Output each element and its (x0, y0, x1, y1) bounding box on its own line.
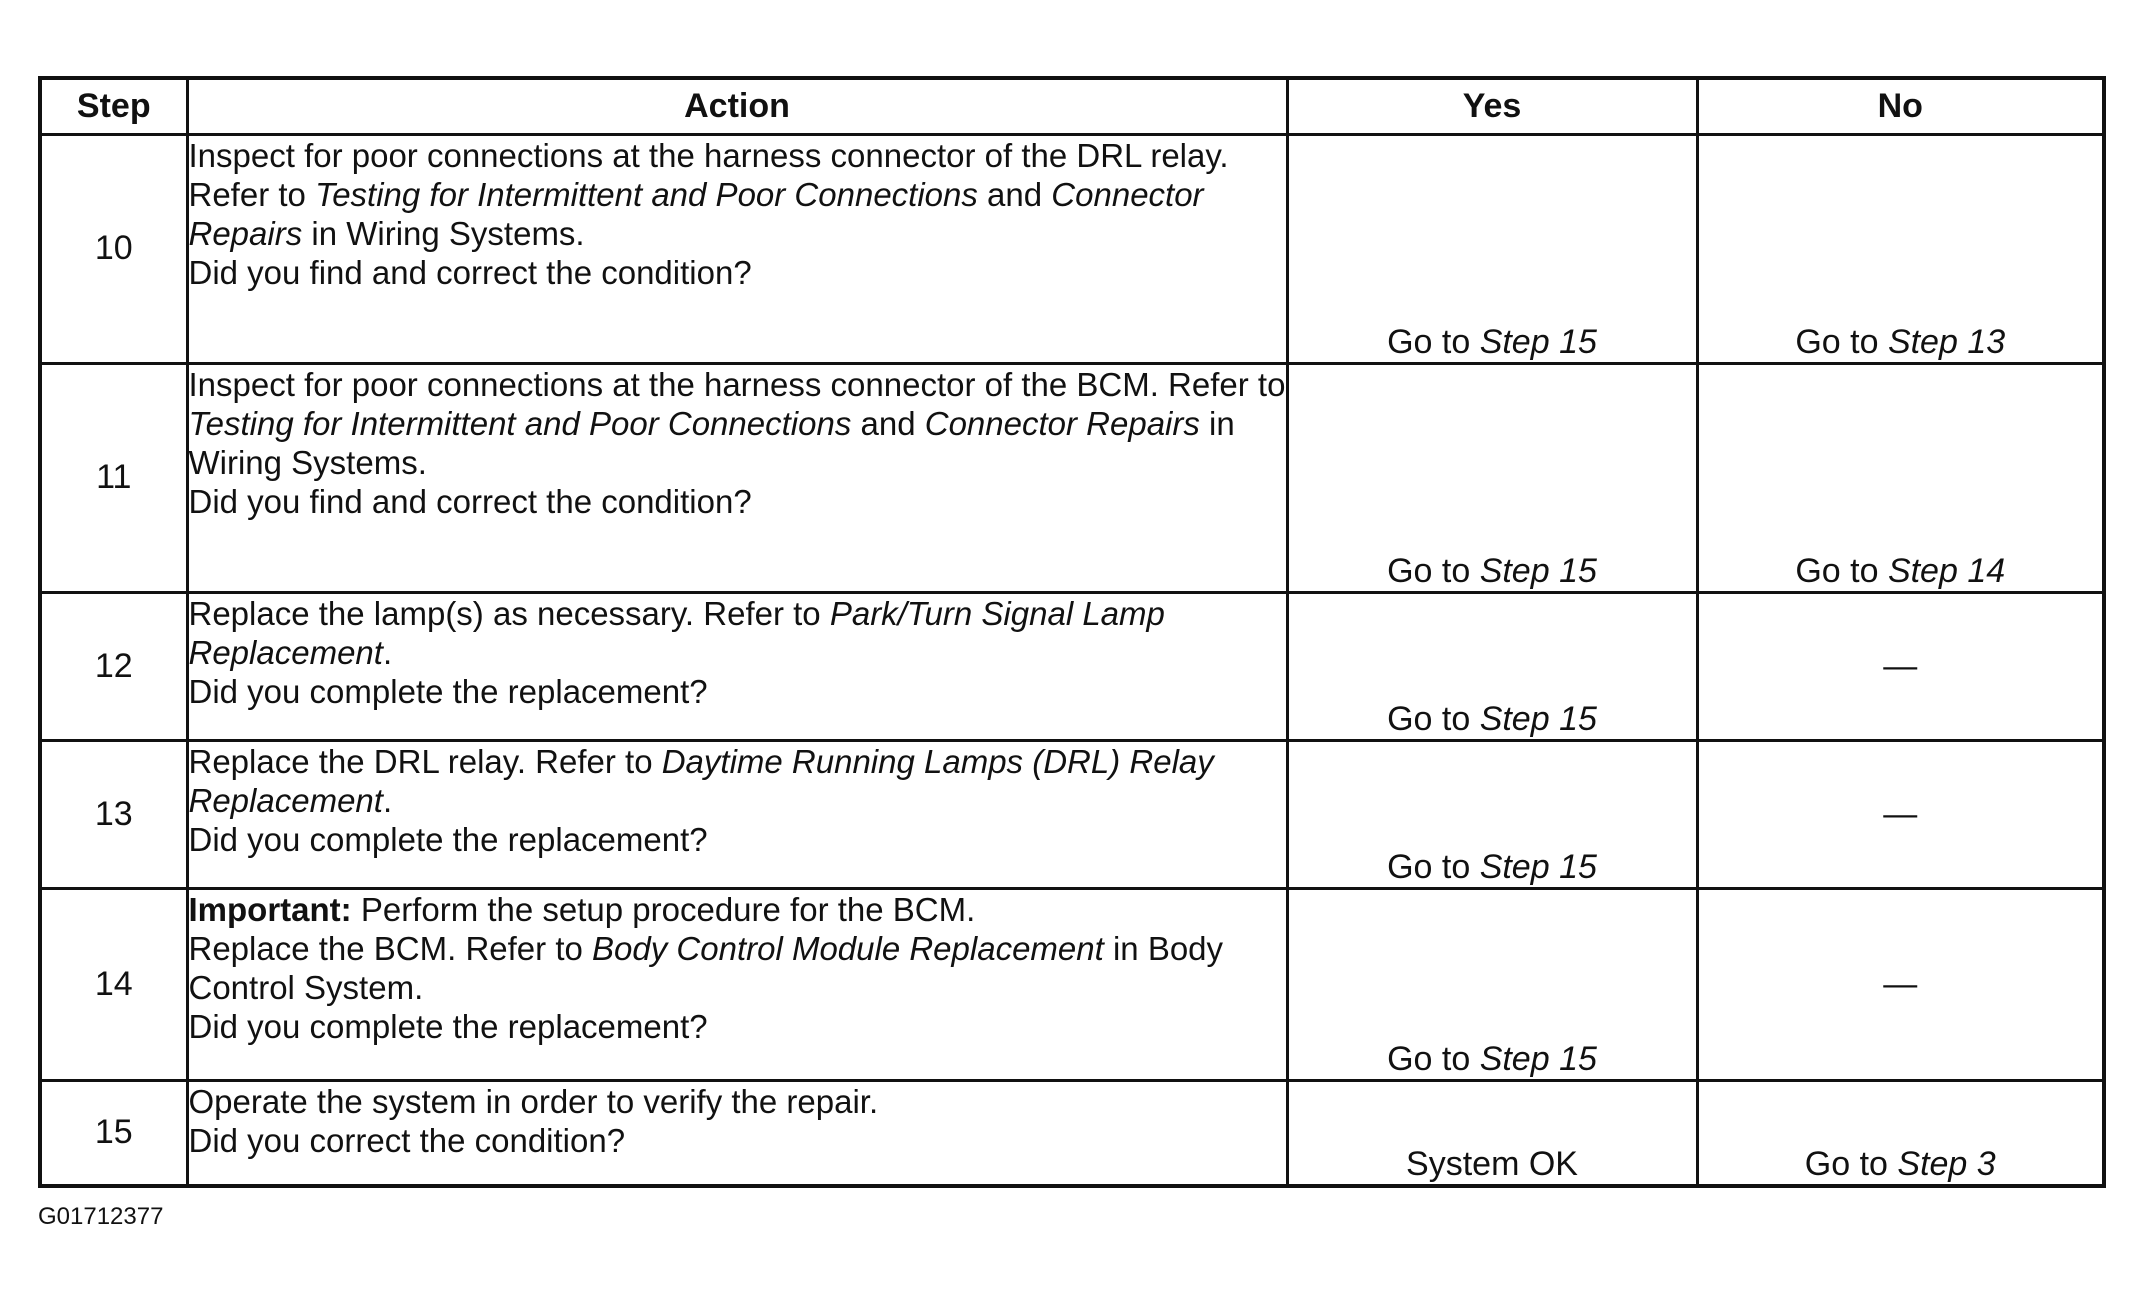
action-cell (187, 1080, 1287, 1186)
yes-cell (1287, 888, 1697, 1080)
table-row (40, 740, 2104, 888)
action-tail: in Body Control System. (188, 929, 1224, 1006)
yes-prefix: Go to (1387, 551, 1480, 590)
reference-link: Connector Repairs (924, 404, 1200, 442)
reference-link: Testing for Intermittent and Poor Connections (315, 175, 978, 213)
action-conjunction: and (851, 404, 925, 442)
yes-cell (1287, 592, 1697, 740)
step-number: 14 (40, 888, 187, 1080)
action-tail: in Wiring Systems. (302, 214, 585, 252)
no-cell (1697, 134, 2104, 363)
no-prefix: Go to (1804, 1145, 1898, 1183)
action-question: Did you find and correct the condition? (188, 253, 752, 291)
reference-link: Daytime Running Lamps (DRL) Relay Replacement (188, 742, 1214, 819)
action-conjunction: and (977, 175, 1052, 213)
header-step: Step (40, 78, 187, 134)
diagnostic-table (38, 76, 2106, 1188)
no-cell: — (1697, 888, 2104, 1080)
step-number: 12 (40, 592, 187, 740)
no-step-ref: Step 3 (1897, 1145, 1996, 1183)
action-cell (187, 592, 1287, 740)
action-text: Operate the system in order to verify the repair. (188, 1082, 879, 1120)
reference-link: Testing for Intermittent and Poor Connections (188, 404, 852, 442)
no-prefix: Go to (1795, 322, 1888, 361)
header-no: No (1697, 78, 2104, 134)
action-intro: Replace the lamp(s) as necessary. Refer to (188, 594, 830, 632)
yes-step-ref: Step 15 (1479, 699, 1597, 738)
yes-cell (1287, 363, 1697, 592)
header-row (40, 78, 2104, 134)
action-cell (187, 740, 1287, 888)
action-intro: Replace the DRL relay. Refer to (188, 742, 662, 780)
reference-link: Connector Repairs (188, 175, 1204, 252)
yes-step-ref: Step 15 (1479, 322, 1597, 361)
important-label: Important: (188, 890, 352, 928)
action-question: Did you complete the replacement? (188, 1007, 708, 1045)
reference-link: Body Control Module Replacement (592, 929, 1104, 967)
yes-step-ref: Step 15 (1479, 551, 1597, 590)
step-number: 15 (40, 1080, 187, 1186)
action-question: Did you find and correct the condition? (188, 482, 752, 520)
yes-step-ref: Step 15 (1479, 847, 1597, 886)
no-step-ref: Step 13 (1887, 322, 2006, 361)
important-note (189, 890, 1286, 929)
yes-step-ref: Step 15 (1479, 1039, 1597, 1078)
header-yes: Yes (1287, 78, 1697, 134)
reference-link: Park/Turn Signal Lamp Replacement (188, 594, 1165, 671)
action-cell (187, 134, 1287, 363)
step-number: 10 (40, 134, 187, 363)
action-question: Did you complete the replacement? (188, 820, 708, 858)
no-cell (1697, 363, 2104, 592)
action-question: Did you complete the replacement? (188, 672, 708, 710)
yes-prefix: Go to (1387, 1039, 1480, 1078)
no-cell: — (1697, 740, 2104, 888)
action-text (189, 365, 1286, 482)
table-row (40, 134, 2104, 363)
figure-id: G01712377 (38, 1203, 164, 1230)
table-row (40, 1080, 2104, 1186)
important-text: Perform the setup procedure for the BCM. (351, 890, 976, 928)
table-row (40, 592, 2104, 740)
no-prefix: Go to (1795, 551, 1888, 590)
no-step-ref: Step 14 (1887, 551, 2006, 590)
action-text (189, 136, 1286, 253)
action-question: Did you correct the condition? (188, 1121, 626, 1159)
no-cell (1697, 1080, 2104, 1186)
action-text (189, 929, 1286, 1007)
action-text (189, 742, 1286, 820)
action-tail: in Wiring Systems. (188, 404, 1235, 481)
action-tail: . (382, 781, 393, 819)
step-number: 11 (40, 363, 187, 592)
step-number: 13 (40, 740, 187, 888)
action-cell (187, 363, 1287, 592)
action-intro: Inspect for poor connections at the harness connector of the BCM. Refer to (188, 365, 1286, 403)
action-intro: Replace the BCM. Refer to (188, 929, 593, 967)
yes-prefix: Go to (1387, 847, 1480, 886)
yes-cell (1287, 134, 1697, 363)
action-cell (187, 888, 1287, 1080)
no-cell: — (1697, 592, 2104, 740)
table-row (40, 363, 2104, 592)
yes-cell (1287, 740, 1697, 888)
yes-prefix: Go to (1387, 699, 1480, 738)
table-row (40, 888, 2104, 1080)
header-action: Action (187, 78, 1287, 134)
action-text (189, 594, 1286, 672)
action-intro: Inspect for poor connections at the harness connector of the DRL relay. Refer to (188, 136, 1229, 213)
action-tail: . (382, 633, 393, 671)
yes-cell: System OK (1287, 1080, 1697, 1186)
yes-prefix: Go to (1387, 322, 1480, 361)
